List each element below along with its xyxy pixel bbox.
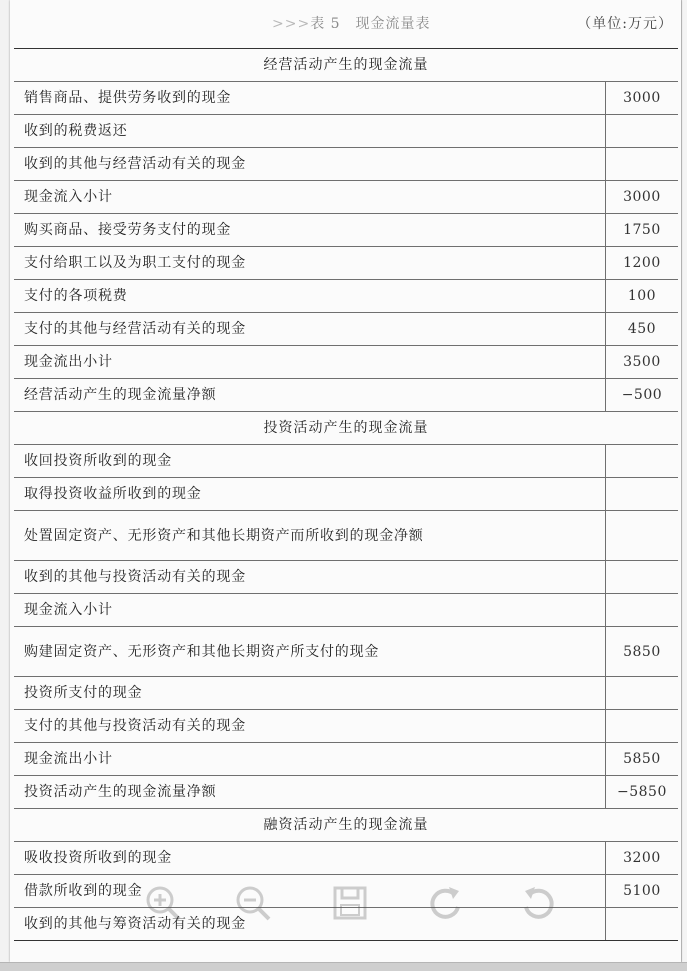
row-item: 收到的其他与投资活动有关的现金: [14, 561, 605, 594]
row-item: 销售商品、提供劳务收到的现金: [14, 82, 605, 115]
save-icon: [330, 883, 370, 923]
table-row: [14, 82, 678, 115]
row-value: 3000: [605, 181, 678, 214]
row-item: 经营活动产生的现金流量净额: [14, 379, 605, 412]
row-value: 3500: [605, 346, 678, 379]
viewer-left-margin: [0, 0, 10, 970]
table-row: [14, 313, 678, 346]
row-value: [605, 511, 678, 561]
table-row: [14, 181, 678, 214]
rotate-right-button[interactable]: [516, 880, 562, 926]
rotate-left-icon: [425, 883, 465, 923]
table-row: [14, 511, 678, 561]
row-value: [605, 445, 678, 478]
table-row: [14, 478, 678, 511]
row-item: 购建固定资产、无形资产和其他长期资产所支付的现金: [14, 627, 605, 677]
row-value: [605, 478, 678, 511]
zoom-out-icon: [233, 883, 273, 923]
row-item: 现金流入小计: [14, 181, 605, 214]
table-row: [14, 776, 678, 809]
table-row: [14, 115, 678, 148]
row-value: 450: [605, 313, 678, 346]
section-header-row: [14, 809, 678, 842]
caption-arrows: >>>: [272, 16, 311, 32]
row-item: 支付的各项税费: [14, 280, 605, 313]
row-value: 1200: [605, 247, 678, 280]
row-value: [605, 148, 678, 181]
row-item: 投资所支付的现金: [14, 677, 605, 710]
row-value: 3000: [605, 82, 678, 115]
row-item: 现金流出小计: [14, 743, 605, 776]
table-row: [14, 627, 678, 677]
row-value: 5850: [605, 627, 678, 677]
row-value: 5100: [605, 875, 678, 908]
table-row: [14, 247, 678, 280]
section-title: 投资活动产生的现金流量: [14, 412, 678, 445]
table-row: [14, 214, 678, 247]
row-value: 1750: [605, 214, 678, 247]
row-item: 支付的其他与投资活动有关的现金: [14, 710, 605, 743]
table-title: [272, 13, 431, 33]
viewer-right-margin: [681, 0, 687, 970]
row-value: [605, 908, 678, 941]
table-row: [14, 346, 678, 379]
table-row: [14, 379, 678, 412]
row-item: 借款所收到的现金: [14, 875, 605, 908]
table-caption: [10, 6, 681, 36]
table-row: [14, 594, 678, 627]
row-value: −5850: [605, 776, 678, 809]
table-row: [14, 710, 678, 743]
row-value: [605, 115, 678, 148]
table-row: [14, 561, 678, 594]
section-header-row: [14, 412, 678, 445]
table-row: [14, 743, 678, 776]
table-row: [14, 445, 678, 478]
row-value: 5850: [605, 743, 678, 776]
zoom-in-button[interactable]: [140, 880, 186, 926]
section-header-row: [14, 49, 678, 82]
rotate-left-button[interactable]: [422, 880, 468, 926]
table-row: [14, 842, 678, 875]
row-value: 3200: [605, 842, 678, 875]
table-row: [14, 677, 678, 710]
cash-flow-table: [14, 48, 678, 941]
row-item: 支付的其他与经营活动有关的现金: [14, 313, 605, 346]
row-item: 收到的税费返还: [14, 115, 605, 148]
zoom-in-icon: [143, 883, 183, 923]
section-title: 经营活动产生的现金流量: [14, 49, 678, 82]
rotate-right-icon: [519, 883, 559, 923]
save-button[interactable]: [327, 880, 373, 926]
row-item: 收到的其他与经营活动有关的现金: [14, 148, 605, 181]
row-item: 收回投资所收到的现金: [14, 445, 605, 478]
row-item: 收到的其他与筹资活动有关的现金: [14, 908, 605, 941]
unit-label: （单位:万元）: [577, 16, 673, 32]
row-item: 现金流出小计: [14, 346, 605, 379]
section-title: 融资活动产生的现金流量: [14, 809, 678, 842]
row-value: [605, 561, 678, 594]
row-value: [605, 677, 678, 710]
row-value: 100: [605, 280, 678, 313]
row-value: [605, 594, 678, 627]
row-item: 吸收投资所收到的现金: [14, 842, 605, 875]
row-value: [605, 710, 678, 743]
zoom-out-button[interactable]: [230, 880, 276, 926]
row-item: 支付给职工以及为职工支付的现金: [14, 247, 605, 280]
row-value: −500: [605, 379, 678, 412]
row-item: 购买商品、接受劳务支付的现金: [14, 214, 605, 247]
row-item: 现金流入小计: [14, 594, 605, 627]
document-page: [10, 0, 681, 962]
table-row: [14, 148, 678, 181]
table-row: [14, 280, 678, 313]
row-item: 取得投资收益所收到的现金: [14, 478, 605, 511]
row-item: 投资活动产生的现金流量净额: [14, 776, 605, 809]
caption-text: 表 5 现金流量表: [310, 16, 431, 32]
row-item: 处置固定资产、无形资产和其他长期资产而所收到的现金净额: [14, 511, 605, 561]
